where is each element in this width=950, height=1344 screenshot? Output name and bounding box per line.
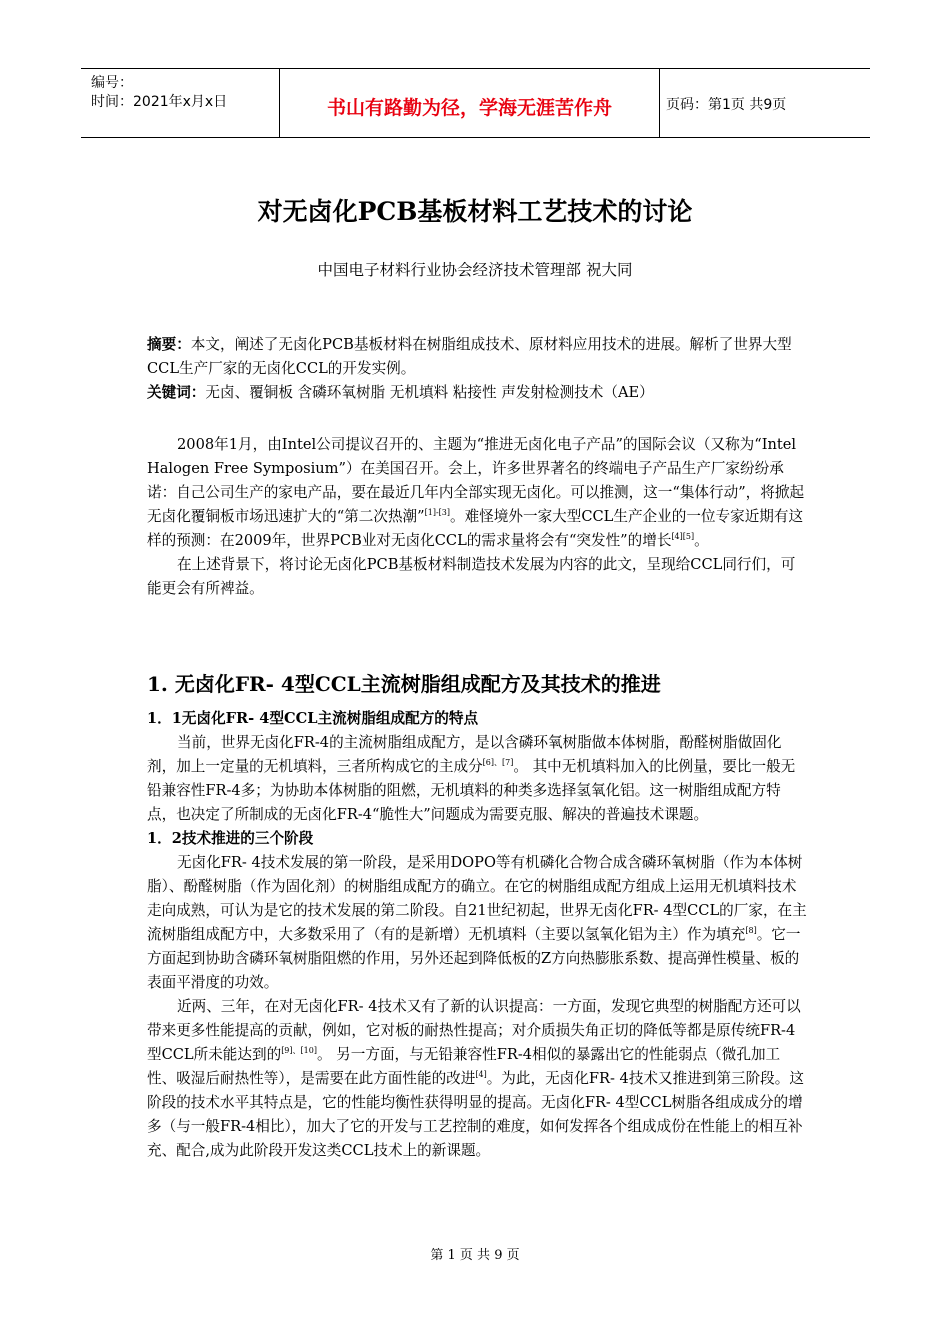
abstract-text: 本文，阐述了无卤化PCB基板材料在树脂组成技术、原材料应用技术的进展。解析了世界大型CCL生产厂家的无卤化CCL的开发实例。: [147, 336, 792, 377]
page-info: 页码：第1页 共9页: [666, 97, 787, 113]
page-footer: 第 1 页 共 9 页: [430, 1248, 520, 1263]
paragraph-text: 。 另一方面，与无铅兼容性FR-4相似的暴露出它的性能弱点（微孔加工性、吸湿后耐热性等），是需要在此方面性能的改进: [147, 1046, 781, 1087]
keywords: [147, 381, 807, 405]
paragraph-text: 无卤化FR- 4技术发展的第一阶段，是采用DOPO等有机磷化合物合成含磷环氧树脂（作为本体树脂）、酚醛树脂（作为固化剂）的树脂组成配方的确立。在它的树脂组成配方组成上运用无机填料技术走向成熟，可认为是它的技术发展的第二阶段。自21世纪初起，世界无卤化FR- 4型CCL的厂家，在主流树脂组成配方中，大多数采用了（有的是新增）无机填料（主要以氢氧化铝为主）作为填充: [147, 854, 807, 943]
header-motto-cell: [280, 69, 660, 137]
citation: [4][5]: [671, 532, 695, 542]
subsection-1-1-heading: 1．1无卤化FR- 4型CCL主流树脂组成配方的特点: [147, 710, 479, 727]
subsection-1-2-paragraph-1: [147, 851, 807, 995]
intro-p1-text: 。: [694, 532, 709, 549]
section-1-heading: 1. 无卤化FR- 4型CCL主流树脂组成配方及其技术的推进: [147, 672, 661, 696]
paragraph-text: 当前，世界无卤化FR-4的主流树脂组成配方，是以含磷环氧树脂做本体树脂，酚醛树脂做固化剂，加上一定量的无机填料，三者所构成它的主成分: [147, 734, 782, 775]
abstract-block: [147, 333, 807, 405]
document-time-label: 时间：2021年x月x日: [91, 94, 228, 110]
intro-block: [147, 433, 807, 601]
abstract-label: 摘要：: [147, 336, 191, 353]
citation: [4]: [475, 1070, 487, 1080]
paragraph-text: 。它一方面起到协助含磷环氧树脂阻燃的作用，另外还起到降低板的Z方向热膨胀系数、提高弹性模量、板的表面平滑度的功效。: [147, 926, 801, 991]
document-number-label: 编号：: [91, 75, 133, 91]
subsection-1-1-paragraph: [147, 731, 807, 827]
document-title: 对无卤化PCB基板材料工艺技术的讨论: [257, 197, 693, 226]
header-page-cell: [660, 69, 870, 137]
motto-text: 书山有路勤为径，学海无涯苦作舟: [326, 97, 612, 119]
citation: [9]、[10]: [281, 1046, 317, 1056]
paragraph-text: 近两、三年，在对无卤化FR- 4技术又有了新的认识提高：一方面，发现它典型的树脂配方还可以带来更多性能提高的贡献，例如，它对板的耐热性提高；对介质损失角正切的降低等都是原传统FR-4型CCL所未能达到的: [147, 998, 801, 1063]
header-info-cell: [81, 69, 280, 137]
paragraph-text: 。 其中无机填料加入的比例量，要比一般无铅兼容性FR-4多；为协助本体树脂的阻燃，无机填料的种类多选择氢氧化铝。这一树脂组成配方特点，也决定了所制成的无卤化FR-4“脆性大”问题成为需要克服、解决的普遍技术课题。: [147, 758, 796, 823]
subsection-1-2-heading: 1．2技术推进的三个阶段: [147, 830, 314, 847]
section-1-body: [147, 707, 807, 1163]
intro-paragraph-1: [147, 433, 807, 553]
citation: [8]: [745, 926, 757, 936]
paragraph-text: 。为此，无卤化FR- 4技术又推进到第三阶段。这阶段的技术水平其特点是，它的性能均衡性获得明显的提高。无卤化FR- 4型CCL树脂各组成成分的增多（与一般FR-4相比），加大了它的开发与工艺控制的难度，如何发挥各个组成成份在性能上的相互补充、配合,成为此阶段开发这类CCL技术上的新课题。: [147, 1070, 804, 1159]
keywords-label: 关键词：: [147, 384, 206, 401]
page-header: [81, 68, 870, 138]
keywords-text: 无卤、覆铜板 含磷环氧树脂 无机填料 粘接性 声发射检测技术（AE）: [205, 384, 654, 401]
subsection-1-2-paragraph-2: [147, 995, 807, 1163]
intro-p1-text: 2008年1月，由Intel公司提议召开的、主题为“推进无卤化电子产品”的国际会议（又称为“Intel Halogen Free Symposium”）在美国召开。会上，许多世界著名的终端电子产品生产厂家纷纷承诺：自己公司生产的家电产品，要在最近几年内全部实现无卤化。可以推测，这一“集体行动”，将掀起无卤化覆铜板市场迅速扩大的“第二次热潮”: [147, 436, 805, 525]
author-line: 中国电子材料行业协会经济技术管理部 祝大同: [317, 261, 633, 279]
intro-p1-text: 。难怪境外一家大型CCL生产企业的一位专家近期有这样的预测：在2009年，世界PCB业对无卤化CCL的需求量将会有“突发性”的增长: [147, 508, 804, 549]
abstract: [147, 333, 807, 381]
citation: [1]-[3]: [424, 508, 450, 518]
intro-paragraph-2: 在上述背景下，将讨论无卤化PCB基板材料制造技术发展为内容的此文，呈现给CCL同行们，可能更会有所裨益。: [147, 556, 796, 597]
citation: [6]、[7]: [482, 758, 514, 768]
